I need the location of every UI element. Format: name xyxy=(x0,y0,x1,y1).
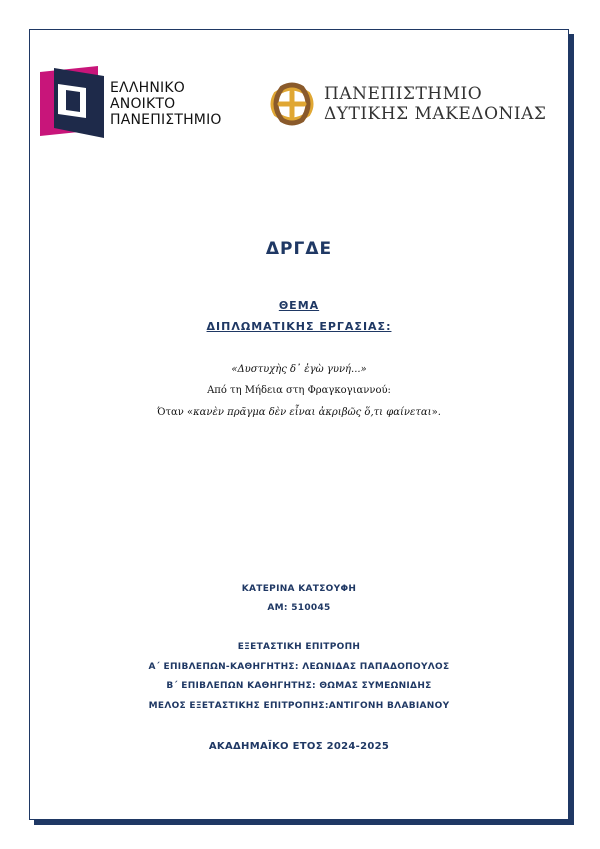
uowm-line-1: ΠΑΝΕΠΙΣΤΗΜΙΟ xyxy=(324,84,483,104)
quote-line-1: «Δυστυχὴς δ᾽ ἐγὼ γυνή...» xyxy=(231,364,367,375)
quote-line-3-prefix: Όταν « xyxy=(157,407,194,418)
quote-line-3-suffix: ». xyxy=(431,407,441,418)
supervisor-a: Α΄ ΕΠΙΒΛΕΠΩΝ-ΚΑΘΗΓΗΤΗΣ: ΛΕΩΝΙΔΑΣ ΠΑΠΑΔΟΠΟΥΛΟΣ xyxy=(148,662,450,672)
uowm-logo xyxy=(268,80,558,130)
academic-year: ΑΚΑΔΗΜΑΪΚΟ ΕΤΟΣ 2024-2025 xyxy=(208,741,390,752)
eap-line-3: ΠΑΝΕΠΙΣΤΗΜΙΟ xyxy=(110,112,222,128)
committee-member: ΜΕΛΟΣ ΕΞΕΤΑΣΤΙΚΗΣ ΕΠΙΤΡΟΠΗΣ:ΑΝΤΙΓΟΝΗ ΒΛΑΒΙΑΝΟΥ xyxy=(148,701,450,711)
uowm-line-2: ΔΥΤΙΚΗΣ ΜΑΚΕΔΟΝΙΑΣ xyxy=(324,104,547,124)
uowm-knot-icon xyxy=(268,80,316,128)
eap-line-2: ΑΝΟΙΚΤΟ xyxy=(110,96,176,112)
author-name: ΚΑΤΕΡΙΝΑ ΚΑΤΣΟΥΦΗ xyxy=(241,584,357,594)
eap-logo-icon xyxy=(38,66,104,138)
uowm-logo-text xyxy=(324,84,546,124)
supervisor-b: Β΄ ΕΠΙΒΛΕΠΩΝ ΚΑΘΗΓΗΤΗΣ: ΘΩΜΑΣ ΣΥΜΕΩΝΙΔΗΣ xyxy=(166,681,432,691)
eap-logo-text xyxy=(110,80,222,128)
eap-logo xyxy=(38,66,228,138)
subject-heading-line-2: ΔΙΠΛΩΜΑΤΙΚΗΣ ΕΡΓΑΣΙΑΣ: xyxy=(206,320,392,333)
eap-line-1: ΕΛΛΗΝΙΚΟ xyxy=(110,80,185,96)
student-id: ΑΜ: 510045 xyxy=(267,603,331,613)
quote-line-3-italic: κανὲν πρᾶγμα δὲν εἶναι ἀκριβῶς ὅ,τι φαίνεται xyxy=(193,407,432,418)
committee-heading: ΕΞΕΤΑΣΤΙΚΗ ΕΠΙΤΡΟΠΗ xyxy=(237,642,361,652)
quote-line-3 xyxy=(29,407,569,418)
document-title: ΔΡΓΔΕ xyxy=(265,239,333,259)
quote-line-2: Από τη Μήδεια στη Φραγκογιαννού: xyxy=(207,385,391,396)
subject-heading-line-1: ΘΕΜΑ xyxy=(278,299,320,312)
